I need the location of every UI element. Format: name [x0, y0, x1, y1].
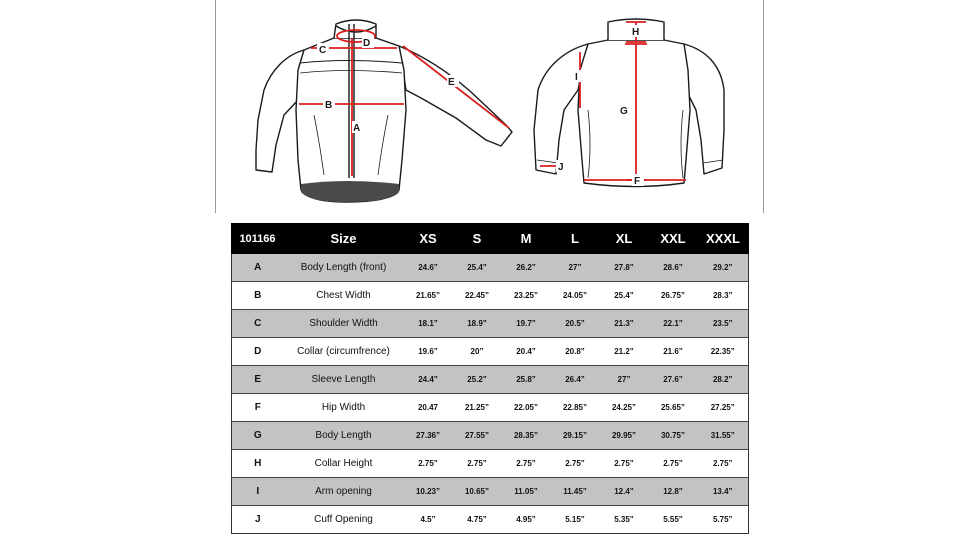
measurement-letter: J — [232, 506, 284, 534]
size-chart-table — [231, 223, 749, 534]
measurement-value: 23.5” — [698, 310, 749, 338]
measurement-name: Collar (circumfrence) — [284, 338, 404, 366]
measurement-value: 2.75” — [551, 450, 600, 478]
measure-label-g: G — [620, 106, 628, 117]
measurement-value: 27.8” — [600, 254, 649, 282]
measurement-value: 25.4” — [453, 254, 502, 282]
measurement-value: 27” — [600, 366, 649, 394]
measurement-letter: G — [232, 422, 284, 450]
measurement-value: 26.2” — [502, 254, 551, 282]
measurement-value: 21.3” — [600, 310, 649, 338]
size-m-header: M — [502, 224, 551, 254]
measurement-value: 23.25” — [502, 282, 551, 310]
measurement-value: 5.15” — [551, 506, 600, 534]
measure-label-d: D — [363, 38, 371, 49]
measurement-letter: I — [232, 478, 284, 506]
measurement-value: 26.4” — [551, 366, 600, 394]
measurement-name: Hip Width — [284, 394, 404, 422]
measurement-value: 24.6” — [404, 254, 453, 282]
size-xxxl-header: XXXL — [698, 224, 749, 254]
measurement-value: 29.15” — [551, 422, 600, 450]
measurement-value: 24.25” — [600, 394, 649, 422]
measurement-value: 29.95” — [600, 422, 649, 450]
measurement-value: 25.2” — [453, 366, 502, 394]
measurement-value: 10.65” — [453, 478, 502, 506]
measurement-value: 26.75” — [649, 282, 698, 310]
measurement-letter: C — [232, 310, 284, 338]
measurement-value: 28.35” — [502, 422, 551, 450]
measurement-value: 21.2” — [600, 338, 649, 366]
measurement-row — [232, 338, 749, 366]
size-column-header: Size — [284, 224, 404, 254]
measurement-value: 18.1” — [404, 310, 453, 338]
measurement-value: 5.75” — [698, 506, 749, 534]
measurement-name: Cuff Opening — [284, 506, 404, 534]
measurement-value: 21.65” — [404, 282, 453, 310]
measurement-value: 22.85” — [551, 394, 600, 422]
measure-label-e: E — [448, 77, 455, 88]
measurement-value: 21.6” — [649, 338, 698, 366]
measurement-value: 28.2” — [698, 366, 749, 394]
size-header-row — [232, 224, 749, 254]
measurement-value: 2.75” — [600, 450, 649, 478]
measurement-value: 20.47 — [404, 394, 453, 422]
measurement-value: 19.6” — [404, 338, 453, 366]
measurement-letter: B — [232, 282, 284, 310]
measurement-value: 27” — [551, 254, 600, 282]
measurement-letter: A — [232, 254, 284, 282]
measurement-value: 20.4” — [502, 338, 551, 366]
measurement-value: 22.45” — [453, 282, 502, 310]
size-xs-header: XS — [404, 224, 453, 254]
measurement-value: 2.75” — [453, 450, 502, 478]
measurement-name: Shoulder Width — [284, 310, 404, 338]
measurement-name: Sleeve Length — [284, 366, 404, 394]
measurement-value: 22.05” — [502, 394, 551, 422]
measurement-value: 30.75” — [649, 422, 698, 450]
measurement-row — [232, 366, 749, 394]
style-code: 101166 — [232, 224, 284, 254]
measurement-row — [232, 310, 749, 338]
measurement-value: 27.55” — [453, 422, 502, 450]
measurement-row — [232, 282, 749, 310]
measurement-row — [232, 450, 749, 478]
size-s-header: S — [453, 224, 502, 254]
size-l-header: L — [551, 224, 600, 254]
measurement-value: 5.55” — [649, 506, 698, 534]
measurement-value: 2.75” — [502, 450, 551, 478]
measurement-value: 13.4” — [698, 478, 749, 506]
measurement-value: 25.4” — [600, 282, 649, 310]
measurement-value: 4.5” — [404, 506, 453, 534]
measurement-letter: H — [232, 450, 284, 478]
measurement-name: Collar Height — [284, 450, 404, 478]
measurement-value: 28.3” — [698, 282, 749, 310]
measurement-value: 25.8” — [502, 366, 551, 394]
measurement-value: 27.6” — [649, 366, 698, 394]
measurement-value: 5.35” — [600, 506, 649, 534]
measurement-letter: D — [232, 338, 284, 366]
measurement-name: Arm opening — [284, 478, 404, 506]
measurement-row — [232, 478, 749, 506]
measurement-value: 20.5” — [551, 310, 600, 338]
jacket-diagram — [216, 0, 765, 213]
size-xl-header: XL — [600, 224, 649, 254]
measure-label-a: A — [353, 123, 361, 134]
measurement-value: 21.25” — [453, 394, 502, 422]
measurement-value: 4.95” — [502, 506, 551, 534]
measurement-value: 24.05” — [551, 282, 600, 310]
measurement-row — [232, 506, 749, 534]
measurement-row — [232, 394, 749, 422]
measurement-value: 20” — [453, 338, 502, 366]
measure-label-i: I — [575, 72, 578, 83]
measure-label-c: C — [319, 45, 327, 56]
measurement-value: 11.05” — [502, 478, 551, 506]
measurement-value: 10.23” — [404, 478, 453, 506]
measurement-value: 25.65” — [649, 394, 698, 422]
measurement-value: 12.8” — [649, 478, 698, 506]
measurement-name: Body Length (front) — [284, 254, 404, 282]
size-xxl-header: XXL — [649, 224, 698, 254]
measurement-value: 20.8” — [551, 338, 600, 366]
measurement-value: 22.35” — [698, 338, 749, 366]
measurement-value: 22.1” — [649, 310, 698, 338]
measurement-value: 24.4” — [404, 366, 453, 394]
size-chart-body — [232, 254, 749, 534]
measurement-letter: E — [232, 366, 284, 394]
measurement-name: Body Length — [284, 422, 404, 450]
measurement-name: Chest Width — [284, 282, 404, 310]
front-hem-band — [301, 181, 399, 202]
measurement-value: 12.4” — [600, 478, 649, 506]
measure-label-j: J — [558, 162, 564, 173]
measurement-value: 4.75” — [453, 506, 502, 534]
measure-label-b: B — [325, 100, 333, 111]
measurement-row — [232, 422, 749, 450]
measurement-value: 27.36” — [404, 422, 453, 450]
measurement-value: 18.9” — [453, 310, 502, 338]
jacket-diagram-panel — [215, 0, 764, 213]
measurement-value: 2.75” — [649, 450, 698, 478]
measure-label-h: H — [632, 27, 640, 38]
measurement-value: 29.2” — [698, 254, 749, 282]
measurement-letter: F — [232, 394, 284, 422]
measurement-value: 31.55” — [698, 422, 749, 450]
measurement-value: 28.6” — [649, 254, 698, 282]
measurement-value: 11.45” — [551, 478, 600, 506]
measurement-value: 2.75” — [404, 450, 453, 478]
measurement-value: 19.7” — [502, 310, 551, 338]
measurement-value: 27.25” — [698, 394, 749, 422]
measure-label-f: F — [634, 176, 641, 187]
measurement-value: 2.75” — [698, 450, 749, 478]
measurement-row — [232, 254, 749, 282]
